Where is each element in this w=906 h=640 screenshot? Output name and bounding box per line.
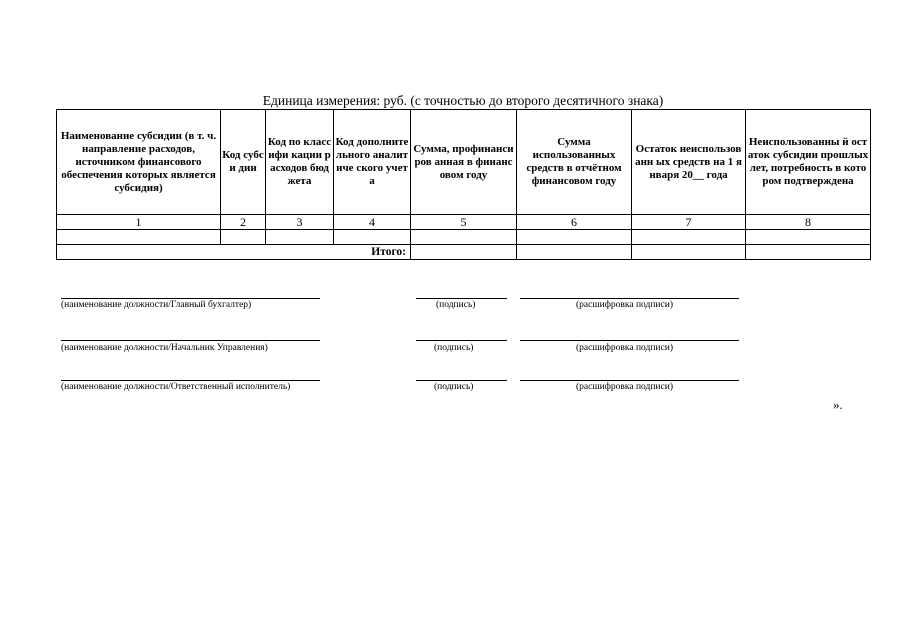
column-number-row bbox=[57, 215, 871, 230]
column-number: 4 bbox=[334, 215, 411, 230]
header-additional-analytics-code: Код дополните льного аналитиче ского учета bbox=[334, 110, 411, 215]
signature-decode-caption: (расшифровка подписи) bbox=[576, 343, 673, 353]
signature-decode-line bbox=[520, 380, 739, 381]
signature-line bbox=[416, 380, 507, 381]
position-signature-line bbox=[61, 298, 320, 299]
column-number: 2 bbox=[221, 215, 266, 230]
column-number: 7 bbox=[632, 215, 746, 230]
table-row bbox=[57, 230, 871, 245]
header-prior-years-balance: Неиспользованны й остаток субсидии прошлых лет, потребность в котором подтверждена bbox=[746, 110, 871, 215]
signature-decode-caption: (расшифровка подписи) bbox=[576, 382, 673, 392]
total-cell bbox=[411, 245, 517, 260]
total-cell bbox=[517, 245, 632, 260]
signature-decode-caption: (расшифровка подписи) bbox=[576, 300, 673, 310]
header-subsidy-code: Код субси дии bbox=[221, 110, 266, 215]
table-cell bbox=[334, 230, 411, 245]
signature-line bbox=[416, 340, 507, 341]
header-budget-classification-code: Код по классифи кации расходов бюджета bbox=[266, 110, 334, 215]
signature-caption: (подпись) bbox=[434, 382, 474, 392]
total-row bbox=[57, 245, 871, 260]
position-caption: (наименование должности/Ответственный исполнитель) bbox=[61, 382, 291, 392]
table-cell bbox=[517, 230, 632, 245]
table-cell bbox=[411, 230, 517, 245]
column-number: 8 bbox=[746, 215, 871, 230]
table-cell bbox=[746, 230, 871, 245]
table-cell bbox=[221, 230, 266, 245]
closing-quote-mark: ». bbox=[833, 397, 843, 412]
column-number: 1 bbox=[57, 215, 221, 230]
table-cell bbox=[266, 230, 334, 245]
position-signature-line bbox=[61, 340, 320, 341]
total-label: Итого: bbox=[57, 245, 411, 260]
header-financed-amount: Сумма, профинансиров анная в финансовом году bbox=[411, 110, 517, 215]
signature-decode-line bbox=[520, 298, 739, 299]
signature-caption: (подпись) bbox=[436, 300, 476, 310]
table-cell bbox=[57, 230, 221, 245]
total-cell bbox=[632, 245, 746, 260]
signature-decode-line bbox=[520, 340, 739, 341]
column-number: 5 bbox=[411, 215, 517, 230]
header-used-amount: Сумма использованных средств в отчётном финансовом году bbox=[517, 110, 632, 215]
signature-caption: (подпись) bbox=[434, 343, 474, 353]
header-unused-balance: Остаток неиспользованн ых средств на 1 января 20__ года bbox=[632, 110, 746, 215]
subsidy-table bbox=[56, 109, 871, 260]
position-caption: (наименование должности/Главный бухгалтер) bbox=[61, 300, 252, 310]
position-signature-line bbox=[61, 380, 320, 381]
header-subsidy-name: Наименование субсидии (в т. ч. направление расходов, источником финансового обеспечения которых является субсидия) bbox=[57, 110, 221, 215]
table-header-row bbox=[57, 110, 871, 215]
position-caption: (наименование должности/Начальник Управления) bbox=[61, 343, 268, 353]
total-cell bbox=[746, 245, 871, 260]
signature-line bbox=[416, 298, 507, 299]
table-cell bbox=[632, 230, 746, 245]
unit-of-measure-line: Единица измерения: руб. (с точностью до второго десятичного знака) bbox=[262, 93, 664, 108]
column-number: 6 bbox=[517, 215, 632, 230]
column-number: 3 bbox=[266, 215, 334, 230]
